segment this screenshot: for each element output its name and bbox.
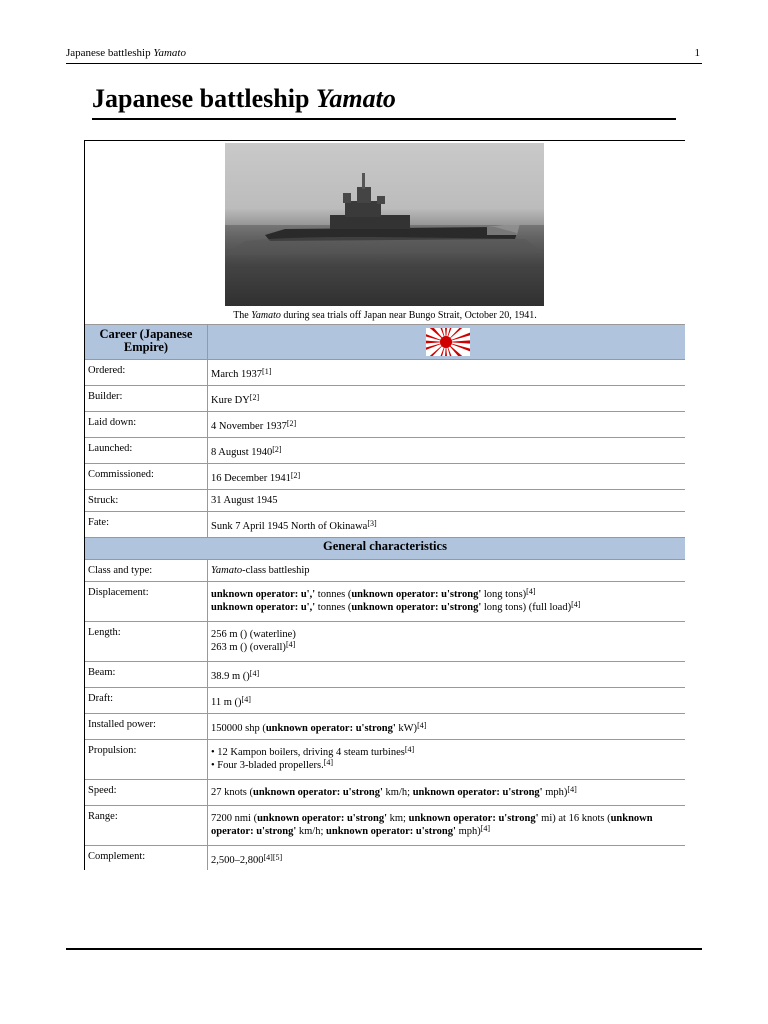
label-beam: Beam: [85,662,208,687]
row-range [85,806,685,846]
label-launched: Launched: [85,438,208,463]
value-laid-down: 4 November 1937[2] [211,419,297,432]
ref-link[interactable]: [4] [323,758,334,767]
ref-link[interactable]: [4] [571,600,581,609]
ref-link[interactable]: [4] [480,824,491,833]
length-overall: 263 m () (overall)[4] [211,640,296,653]
value-struck: 31 August 1945 [211,495,278,506]
ref-link[interactable]: [2] [290,471,301,480]
ref-link[interactable]: [2] [249,393,260,402]
row-laid-down [85,412,685,438]
label-length: Length: [85,622,208,661]
value-installed-power: 150000 shp (unknown operator: u'strong' kW)[4] [211,721,427,734]
class-link[interactable]: Yamato [211,565,243,576]
ref-link[interactable]: [4][5] [263,853,283,862]
ship-infobox [84,140,685,870]
row-speed [85,780,685,806]
ref-link[interactable]: [3] [367,519,377,528]
value-beam: 38.9 m ()[4] [211,669,260,682]
flag-svg [426,328,470,356]
ref-link[interactable]: [2] [272,445,282,454]
row-displacement [85,582,685,622]
label-struck: Struck: [85,490,208,511]
ref-link[interactable]: [4] [404,745,415,754]
rising-sun-flag-icon [426,328,470,356]
footer-rule [66,948,702,950]
value-speed: 27 knots (unknown operator: u'strong' km/h; unknown operator: u'strong' mph)[4] [211,785,577,798]
label-ordered: Ordered: [85,360,208,385]
row-beam [85,662,685,688]
row-propulsion [85,740,685,780]
ref-link[interactable]: [4] [526,587,536,596]
page-title: Japanese battleship Yamato [92,84,676,120]
value-commissioned: 16 December 1941[2] [211,471,301,484]
value-class-type: Yamato-class battleship [211,565,310,576]
value-draft: 11 m ()[4] [211,695,251,708]
row-installed-power [85,714,685,740]
general-characteristics-header: General characteristics [85,538,685,560]
label-class-type: Class and type: [85,560,208,581]
length-waterline: 256 m () (waterline) [211,629,296,640]
running-header-title: Japanese battleship Yamato [66,47,186,59]
propulsion-boilers: • 12 Kampon boilers, driving 4 steam turbines[4] [211,745,415,758]
value-builder: Kure DY[2] [211,393,260,406]
label-laid-down: Laid down: [85,412,208,437]
flag-cell [208,325,685,359]
displacement-full-load: unknown operator: u',' tonnes (unknown operator: u'strong' long tons) (full load)[4] [211,600,581,613]
ref-link[interactable]: [4] [417,721,427,730]
value-ordered: March 1937[1] [211,367,272,380]
row-length [85,622,685,662]
displacement-standard: unknown operator: u',' tonnes (unknown operator: u'strong' long tons)[4] [211,587,536,600]
value-displacement [208,582,685,621]
value-length [208,622,685,661]
career-heading: Career (Japanese Empire) [85,325,208,359]
running-header [66,46,702,64]
ref-link[interactable]: [1] [262,367,272,376]
label-displacement: Displacement: [85,582,208,621]
row-builder [85,386,685,412]
value-propulsion [208,740,685,779]
photo-caption: The Yamato during sea trials off Japan near Bungo Strait, October 20, 1941. [233,310,537,321]
ref-link[interactable]: [4] [567,785,577,794]
row-launched [85,438,685,464]
label-range: Range: [85,806,208,845]
row-fate [85,512,685,538]
value-launched: 8 August 1940[2] [211,445,282,458]
label-draft: Draft: [85,688,208,713]
row-complement [85,846,685,870]
label-propulsion: Propulsion: [85,740,208,779]
label-speed: Speed: [85,780,208,805]
label-builder: Builder: [85,386,208,411]
label-fate: Fate: [85,512,208,537]
ship-photo-cell [85,141,685,325]
row-commissioned [85,464,685,490]
label-commissioned: Commissioned: [85,464,208,489]
propulsion-propellers: • Four 3-bladed propellers.[4] [211,758,334,771]
value-fate: Sunk 7 April 1945 North of Okinawa[3] [211,519,377,532]
value-range: 7200 nmi (unknown operator: u'strong' km; unknown operator: u'strong' mi) at 16 knots (unknown operator: u'strong' km/h; unknown operator: u'strong' mph)[4] [211,813,653,837]
label-complement: Complement: [85,846,208,870]
row-draft [85,688,685,714]
row-struck [85,490,685,512]
ref-link[interactable]: [4] [241,695,251,704]
ref-link[interactable]: [4] [285,640,296,649]
label-installed-power: Installed power: [85,714,208,739]
value-complement: 2,500–2,800[4][5] [211,853,283,866]
ship-silhouette-image [225,143,544,306]
row-ordered [85,360,685,386]
ship-photo[interactable] [225,143,544,306]
page-number: 1 [694,47,700,59]
ref-link[interactable]: [4] [249,669,260,678]
ref-link[interactable]: [2] [286,419,297,428]
career-section-header [85,325,685,360]
row-class-type [85,560,685,582]
